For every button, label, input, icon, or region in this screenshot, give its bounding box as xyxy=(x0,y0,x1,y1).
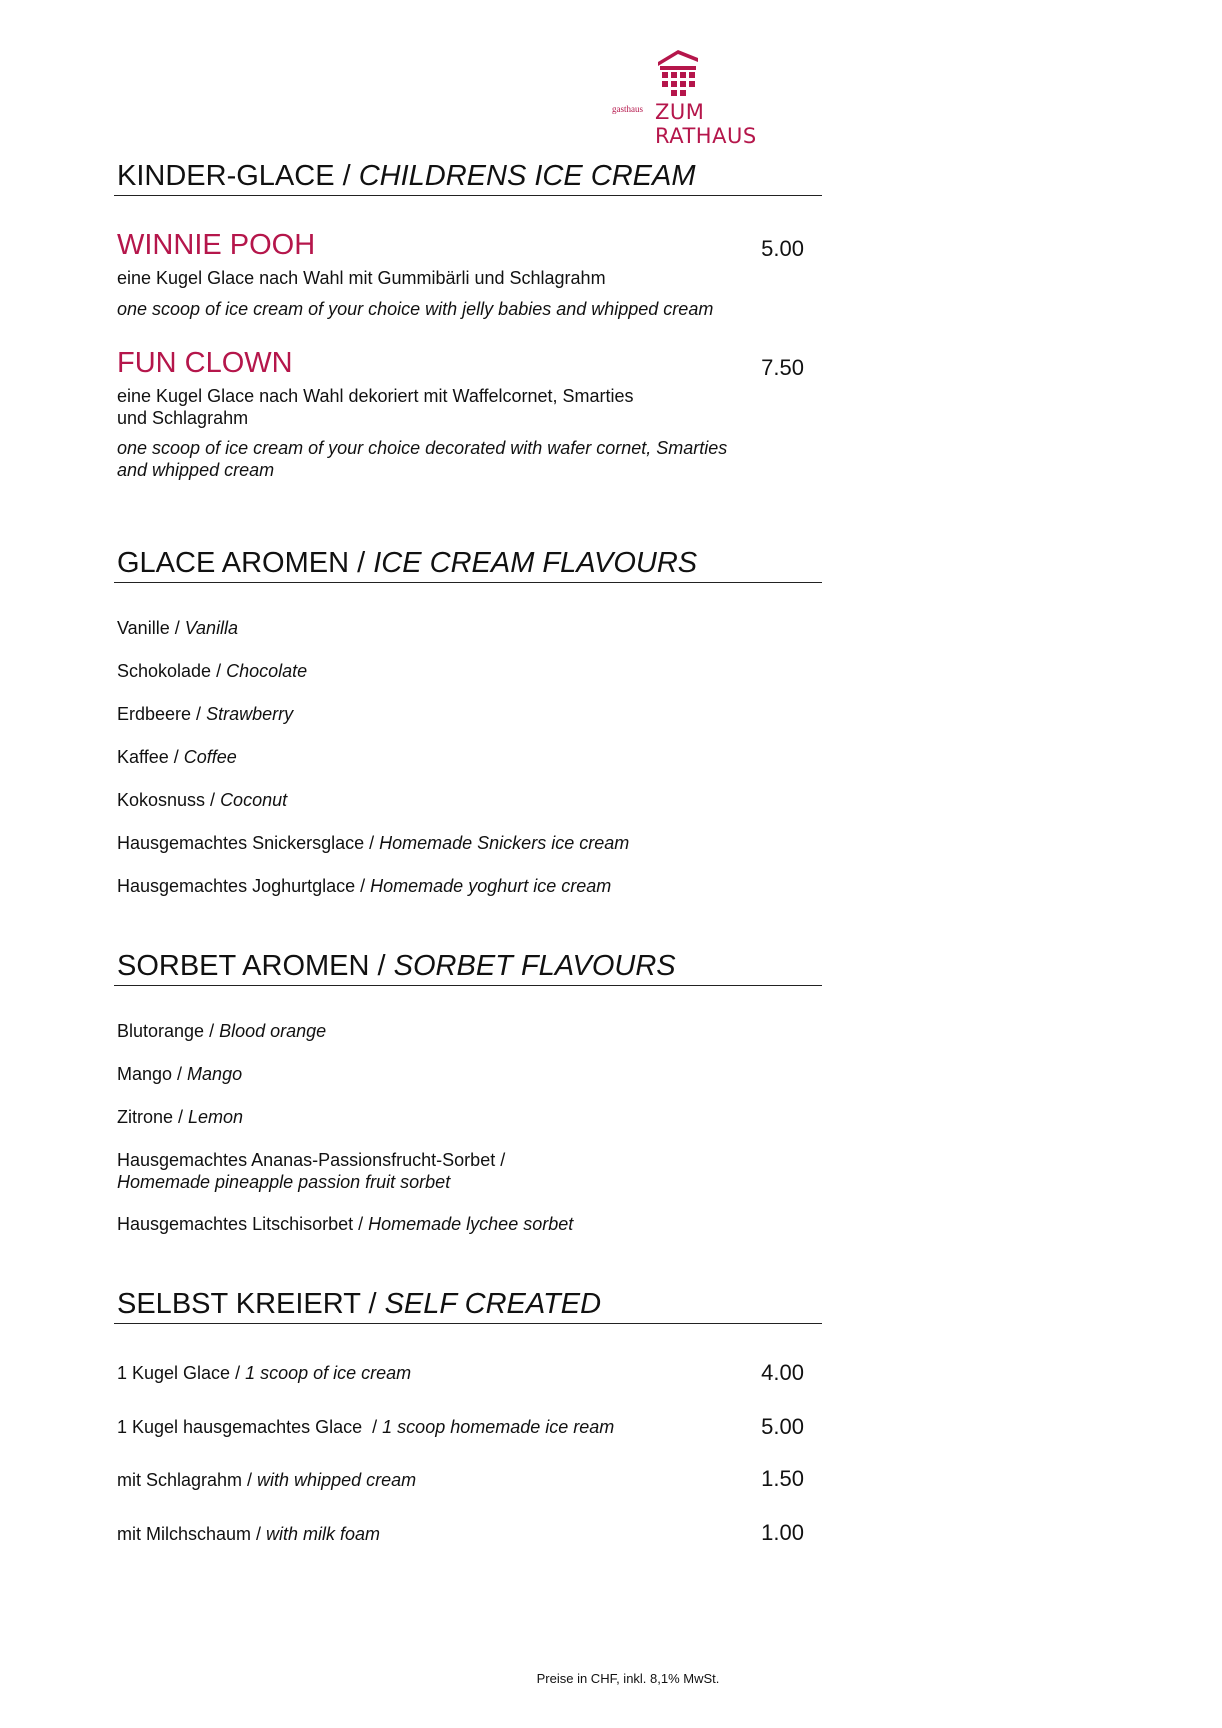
flavour-item xyxy=(117,875,611,897)
flavour-en: Strawberry xyxy=(206,704,294,724)
flavour-item xyxy=(117,617,238,639)
self-row xyxy=(117,1417,614,1438)
flavour-item xyxy=(117,1149,505,1193)
flavour-en: Homemade lychee sorbet xyxy=(368,1214,574,1234)
building-icon xyxy=(656,48,700,96)
flavour-de: Hausgemachtes Ananas-Passionsfrucht-Sorbet / xyxy=(117,1150,506,1170)
section-title-en: SELF CREATED xyxy=(384,1288,602,1320)
footer-text: Preise in CHF, inkl. 8,1% MwSt. xyxy=(536,1671,720,1686)
self-row-de: mit Schlagrahm / xyxy=(117,1470,258,1490)
item-desc-en: one scoop of ice cream of your choice with jelly babies and whipped cream xyxy=(117,299,714,319)
logo-small-text: gasthaus xyxy=(612,104,643,114)
flavour-de: Hausgemachtes Litschisorbet / xyxy=(117,1214,369,1234)
flavour-item xyxy=(117,703,293,725)
flavour-en: Vanilla xyxy=(184,618,239,638)
flavour-de: Kokosnuss / xyxy=(117,790,221,810)
self-row-de: mit Milchschaum / xyxy=(117,1524,267,1544)
section-title-en: CHILDRENS ICE CREAM xyxy=(358,160,696,192)
section-title-kinder xyxy=(117,160,696,193)
item-desc-de: eine Kugel Glace nach Wahl mit Gummibärli und Schlagrahm xyxy=(117,268,606,288)
flavour-en: Mango xyxy=(187,1064,243,1084)
flavour-en: Blood orange xyxy=(219,1021,327,1041)
section-title-en: ICE CREAM FLAVOURS xyxy=(373,547,698,579)
flavour-en: Chocolate xyxy=(226,661,308,681)
self-row xyxy=(117,1470,416,1491)
flavour-item xyxy=(117,746,237,768)
self-row-en: with whipped cream xyxy=(257,1470,417,1490)
logo-big-text: ZUM RATHAUS xyxy=(655,100,757,148)
section-divider xyxy=(114,195,822,196)
flavour-de: Schokolade / xyxy=(117,661,227,681)
self-row xyxy=(117,1363,411,1384)
section-divider xyxy=(114,582,822,583)
section-title-sorbet xyxy=(117,950,676,983)
flavour-de: Zitrone / xyxy=(117,1107,189,1127)
flavour-de: Blutorange / xyxy=(117,1021,220,1041)
self-row-price: 1.00 xyxy=(761,1520,804,1545)
flavour-de: Erdbeere / xyxy=(117,704,207,724)
self-row-en: 1 scoop homemade ice ream xyxy=(382,1417,615,1437)
flavour-item xyxy=(117,1063,242,1085)
footer-note xyxy=(0,1671,1222,1686)
flavour-en: Homemade Snickers ice cream xyxy=(379,833,630,853)
flavour-de: Hausgemachtes Snickersglace / xyxy=(117,833,380,853)
section-title-de: KINDER-GLACE / xyxy=(117,160,359,192)
item-desc-de xyxy=(117,385,757,429)
section-title-en: SORBET FLAVOURS xyxy=(393,950,676,982)
flavour-de: Mango / xyxy=(117,1064,188,1084)
item-price-winnie-pooh: 5.00 xyxy=(761,236,804,261)
section-title-glace xyxy=(117,547,697,580)
self-row-price: 1.50 xyxy=(761,1466,804,1491)
logo xyxy=(612,48,812,148)
flavour-item xyxy=(117,832,629,854)
flavour-de: Hausgemachtes Joghurtglace / xyxy=(117,876,371,896)
self-row-price: 4.00 xyxy=(761,1360,804,1385)
section-title-de: GLACE AROMEN / xyxy=(117,547,374,579)
section-title-de: SELBST KREIERT / xyxy=(117,1288,385,1320)
self-row-price: 5.00 xyxy=(761,1414,804,1439)
flavour-en: Homemade pineapple passion fruit sorbet xyxy=(117,1172,451,1192)
flavour-item xyxy=(117,1213,573,1235)
section-title-de: SORBET AROMEN / xyxy=(117,950,394,982)
item-price-fun-clown: 7.50 xyxy=(761,355,804,380)
flavour-en: Homemade yoghurt ice cream xyxy=(370,876,612,896)
flavour-item xyxy=(117,660,307,682)
item-name-winnie-pooh: WINNIE POOH xyxy=(117,229,316,261)
self-row-en: 1 scoop of ice cream xyxy=(245,1363,412,1383)
flavour-en: Lemon xyxy=(188,1107,244,1127)
item-desc-en xyxy=(117,437,757,481)
flavour-en: Coconut xyxy=(220,790,288,810)
self-row xyxy=(117,1524,380,1545)
self-row-de: 1 Kugel hausgemachtes Glace / xyxy=(117,1417,383,1437)
flavour-item xyxy=(117,1106,243,1128)
self-row-en: with milk foam xyxy=(266,1524,381,1544)
section-title-self xyxy=(117,1288,601,1321)
desc-line: eine Kugel Glace nach Wahl dekoriert mit Waffelcornet, Smarties xyxy=(117,386,634,406)
self-row-de: 1 Kugel Glace / xyxy=(117,1363,246,1383)
desc-line: und Schlagrahm xyxy=(117,408,249,428)
flavour-item xyxy=(117,1020,326,1042)
flavour-item xyxy=(117,789,287,811)
desc-line: one scoop of ice cream of your choice decorated with wafer cornet, Smarties xyxy=(117,438,728,458)
flavour-en: Coffee xyxy=(183,747,237,767)
item-name-fun-clown: FUN CLOWN xyxy=(117,347,293,379)
desc-line: and whipped cream xyxy=(117,460,275,480)
flavour-de: Kaffee / xyxy=(117,747,184,767)
flavour-de: Vanille / xyxy=(117,618,185,638)
section-divider xyxy=(114,985,822,986)
section-divider xyxy=(114,1323,822,1324)
